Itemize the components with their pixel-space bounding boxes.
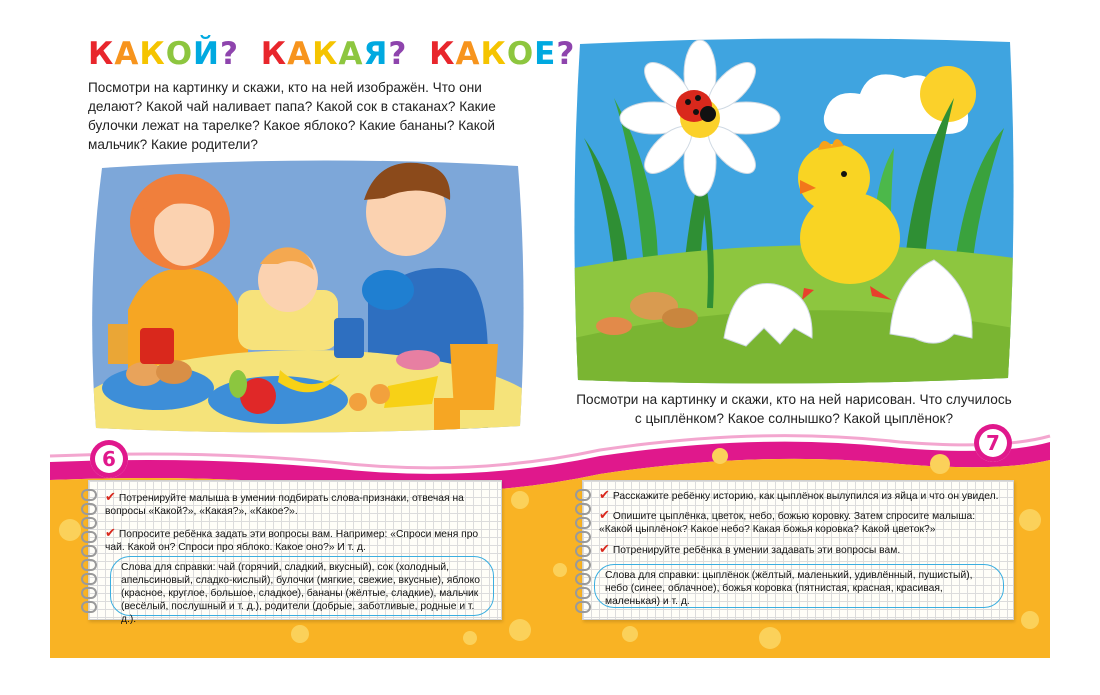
intro-text: Посмотри на картинку и скажи, кто на ней изображён. Что они делают? Какой чай наливает папа? Какой сок в стаканах? Какие булочки лежат на тарелке? Какое яблоко? Какие бананы? Какой мальчик? Какие родители?	[88, 80, 496, 152]
left-reference-words: Слова для справки: чай (горячий, сладкий, вкусный), сок (холодный, апельсиновый, сладко-кислый), булочки (мягкие, свежие, вкусные), яблоко (красное, круглое, большое, сладкое), бананы (жёлтые, сладкие), мальчик (весёлый, послушный и т. д.), родители (добрые, заботливые, родные и т. д.).	[110, 556, 494, 616]
spiral-rings	[575, 481, 589, 619]
right-caption: Посмотри на картинку и скажи, кто на ней нарисован. Что случилось с цыплёнком? Какое солнышко? Какой цыплёнок?	[576, 392, 1012, 426]
check-icon: ✔	[105, 490, 116, 505]
page-title	[88, 36, 575, 72]
left-tip-1: ✔ Потренируйте малыша в умении подбирать слова-признаки, отвечая на вопросы «Какой?», «Какая?», «Какое?».	[105, 490, 464, 517]
check-icon: ✔	[599, 508, 610, 523]
page-number-left: 6	[90, 440, 128, 478]
right-tip-2: ✔ Опишите цыплёнка, цветок, небо, божью коровку. Затем спросите малыша: «Какой цыплёнок? Какое небо? Какая божья коровка? Какой цветок?»	[599, 508, 976, 535]
left-tip-2: ✔ Попросите ребёнка задать эти вопросы вам. Например: «Спроси меня про чай. Какой он? Спроси про яблоко. Какое оно?» И т. д.	[105, 526, 479, 553]
page-number-right: 7	[974, 424, 1012, 462]
title-word-1: КАКОЙ?	[88, 36, 239, 72]
check-icon: ✔	[105, 526, 116, 541]
right-tip-3: ✔ Потренируйте ребёнка в умении задавать эти вопросы вам.	[599, 542, 901, 557]
title-word-2: КАКАЯ?	[260, 36, 408, 72]
right-tip-1: ✔ Расскажите ребёнку историю, как цыплёнок вылупился из яйца и что он увидел.	[599, 488, 999, 503]
check-icon: ✔	[599, 488, 610, 503]
family-breakfast-illustration	[88, 160, 528, 434]
title-word-3: КАКОЕ?	[429, 36, 576, 72]
chick-illustration	[574, 38, 1014, 384]
check-icon: ✔	[599, 542, 610, 557]
right-reference-words: Слова для справки: цыплёнок (жёлтый, маленький, удивлённый, пушистый), небо (синее, облачное), божья коровка (пятнистая, красная, красивая, маленькая) и т. д.	[594, 564, 1004, 608]
spiral-rings	[81, 481, 95, 619]
